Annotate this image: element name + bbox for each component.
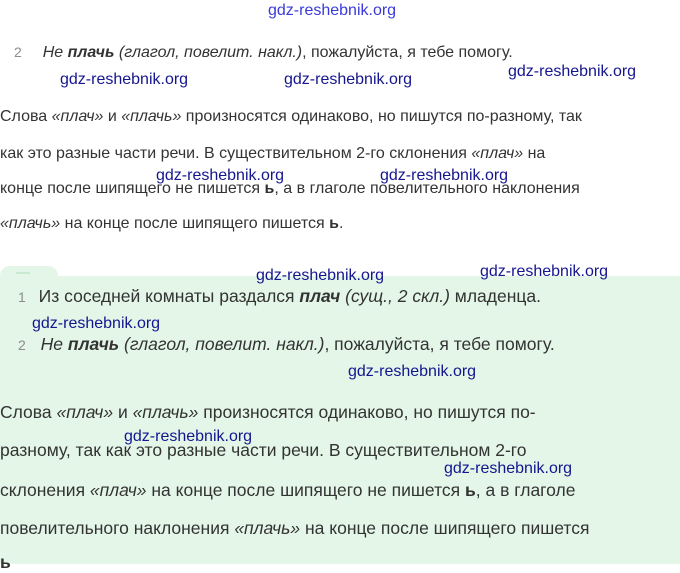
text: на конце после шипящего не пишется — [146, 480, 465, 500]
explanation-line-2 — [0, 145, 545, 163]
grammar-note: (глагол, повелит. накл.) — [124, 334, 325, 354]
watermark: gdz-reshebnik.org — [32, 315, 161, 332]
answer-explanation-line-2 — [0, 440, 527, 461]
explanation-line-4 — [0, 215, 343, 233]
text: Слова — [0, 402, 57, 422]
letter: ь — [329, 215, 339, 232]
text: разному, так как это разные части речи. В существительном 2-го — [0, 440, 527, 460]
grammar-note: (сущ., 2 скл.) — [345, 286, 450, 306]
text: повелительного наклонения — [0, 518, 235, 538]
text: на конце после шипящего пишется — [300, 518, 590, 538]
text: на конце после шипящего пишется — [60, 215, 330, 232]
quote: «плач» — [89, 480, 147, 500]
text: произносятся одинаково, но пишутся по-разному, так — [181, 108, 582, 125]
text: , а в глаголе повелительного наклонения — [274, 180, 580, 197]
word: Не — [40, 334, 64, 354]
text: на — [523, 145, 546, 162]
item-number: 1 — [18, 289, 26, 305]
text: склонения — [0, 480, 90, 500]
text: конце после шипящего не пишется — [0, 180, 265, 197]
quote: «плач» — [51, 108, 104, 125]
quote: «плач» — [471, 145, 524, 162]
text: и — [113, 402, 133, 422]
answer-explanation-line-1 — [0, 402, 536, 423]
watermark: gdz-reshebnik.org — [348, 363, 477, 380]
quote: «плачь» — [0, 215, 61, 232]
watermark: gdz-reshebnik.org — [156, 167, 285, 184]
item-number: 2 — [14, 44, 22, 60]
letter: ь — [464, 480, 476, 500]
watermark: gdz-reshebnik.org — [480, 263, 609, 280]
watermark: gdz-reshebnik.org — [268, 2, 397, 19]
word-bold: плачь — [67, 334, 120, 354]
watermark: gdz-reshebnik.org — [60, 71, 189, 88]
watermark: gdz-reshebnik.org — [380, 167, 509, 184]
text: , а в глаголе — [475, 480, 576, 500]
grammar-note: (глагол, повелит. накл.) — [118, 44, 303, 61]
quote: «плачь» — [121, 108, 182, 125]
sentence-rest: , пожалуйста, я тебе помогу. — [302, 44, 513, 61]
item-2-top — [14, 44, 513, 62]
quote: «плач» — [56, 402, 114, 422]
text: младенца. — [449, 286, 541, 306]
answer-explanation-line-4 — [0, 518, 589, 539]
letter: ь — [264, 180, 275, 197]
word-bold: плачь — [67, 44, 115, 61]
quote: «плачь» — [234, 518, 301, 538]
text: . — [338, 215, 344, 232]
letter: ь — [0, 552, 11, 572]
watermark: gdz-reshebnik.org — [444, 460, 573, 477]
text: и — [103, 108, 122, 125]
word: Не — [42, 44, 64, 61]
watermark: gdz-reshebnik.org — [284, 71, 413, 88]
watermark: gdz-reshebnik.org — [256, 267, 385, 284]
explanation-line-3 — [0, 180, 580, 198]
word-bold: плач — [299, 286, 341, 306]
text: Из соседней комнаты раздался — [38, 286, 300, 306]
sentence-rest: , пожалуйста, я тебе помогу. — [324, 334, 555, 354]
answer-item-1 — [18, 286, 541, 307]
text: произносятся одинаково, но пишутся по- — [198, 402, 536, 422]
answer-explanation-line-5 — [0, 552, 11, 573]
item-number: 2 — [18, 337, 26, 353]
watermark: gdz-reshebnik.org — [124, 428, 253, 445]
watermark: gdz-reshebnik.org — [508, 63, 637, 80]
answer-item-2 — [18, 334, 555, 355]
text: Слова — [0, 108, 52, 125]
explanation-line-1 — [0, 108, 582, 126]
text: как это разные части речи. В существительном 2-го склонения — [0, 145, 472, 162]
answer-explanation-line-3 — [0, 480, 575, 501]
quote: «плачь» — [132, 402, 199, 422]
